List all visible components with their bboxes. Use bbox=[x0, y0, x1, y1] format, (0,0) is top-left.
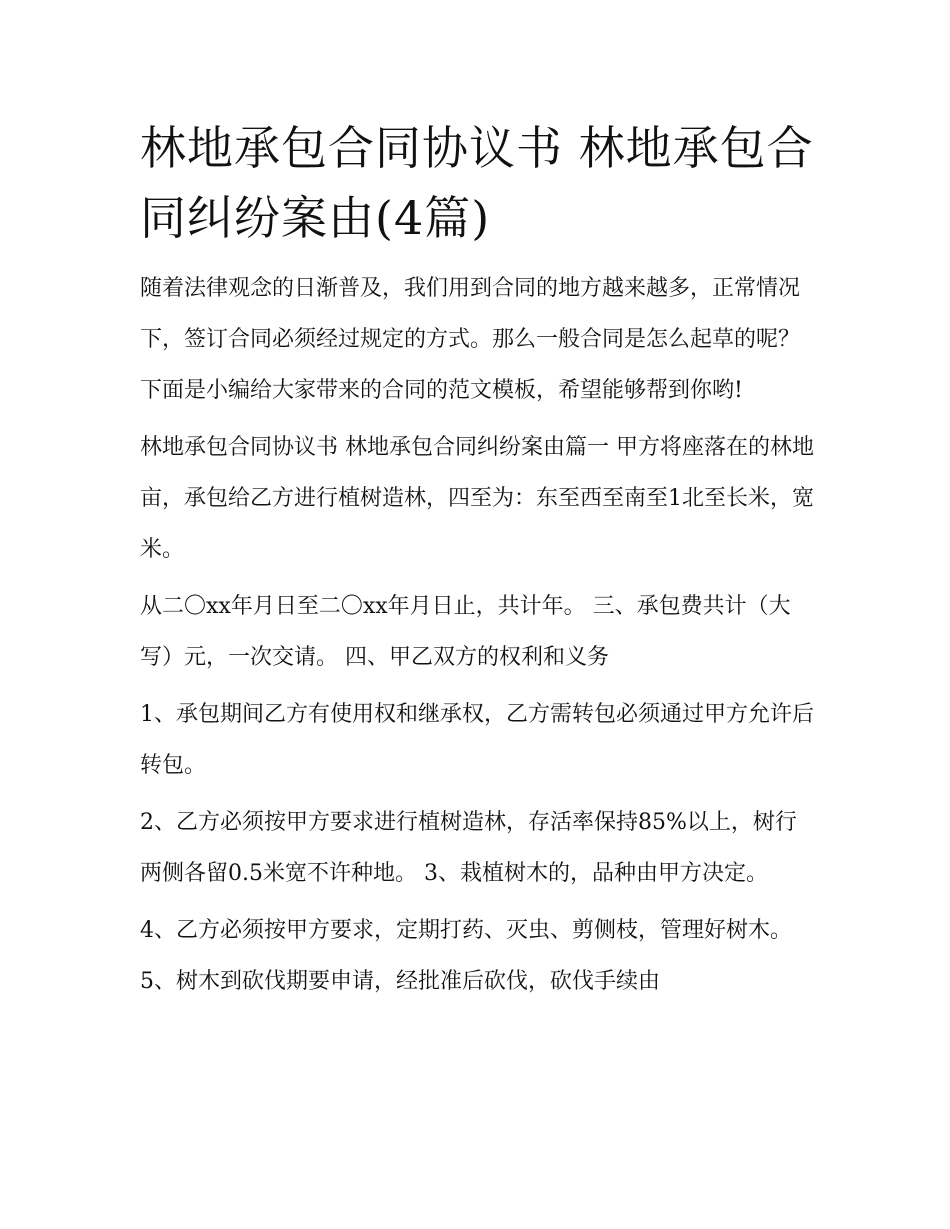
paragraph-term-and-fee: 从二〇xx年月日至二〇xx年月日止，共计年。 三、承包费共计（大写）元，一次交请。 四、甲乙双方的权利和义务 bbox=[140, 594, 791, 670]
paragraph-clause-2-3: 2、乙方必须按甲方要求进行植树造林，存活率保持85%以上，树行两侧各留0.5米宽不许种地。 3、栽植树木的，品种由甲方决定。 bbox=[140, 810, 797, 886]
paragraph-intro: 随着法律观念的日渐普及，我们用到合同的地方越来越多，正常情况下，签订合同必须经过规定的方式。那么一般合同是怎么起草的呢？下面是小编给大家带来的合同的范文模板，希望能够帮到你哟! bbox=[140, 276, 801, 403]
document-title: 林地承包合同协议书 林地承包合同纠纷案由(4篇) bbox=[140, 121, 814, 245]
document-body bbox=[140, 113, 815, 1013]
paragraph-clause-1: 1、承包期间乙方有使用权和继承权，乙方需转包必须通过甲方允许后转包。 bbox=[140, 702, 814, 778]
paragraph-clause-4-5: 4、乙方必须按甲方要求，定期打药、灭虫、剪侧枝，管理好树木。 5、树木到砍伐期要申请，经批准后砍伐，砍伐手续由 bbox=[140, 918, 792, 994]
paragraph-contract-subject: 林地承包合同协议书 林地承包合同纠纷案由篇一 甲方将座落在的林地亩，承包给乙方进行植树造林，四至为：东至西至南至1北至长米，宽米。 bbox=[140, 435, 814, 562]
